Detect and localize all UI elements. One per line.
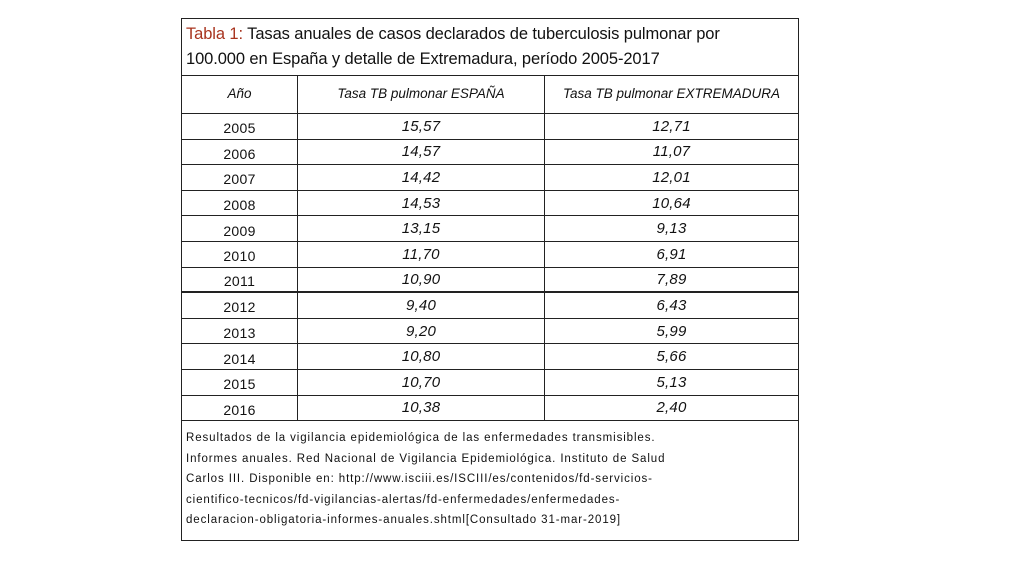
- cell-rate-spain: 11,70: [298, 242, 545, 267]
- table-caption: [182, 19, 798, 76]
- cell-year: 2010: [182, 242, 298, 267]
- cell-rate-extremadura: 2,40: [656, 399, 687, 417]
- source-note: [182, 422, 798, 531]
- column-header-spain: Tasa TB pulmonar ESPAÑA: [298, 76, 545, 113]
- cell-rate-spain: 13,15: [298, 216, 545, 241]
- cell-rate-extremadura: 12,71: [652, 117, 691, 135]
- caption-title-part-1: Tasas anuales de casos declarados de tuberculosis pulmonar por: [243, 25, 720, 43]
- source-line: Informes anuales. Red Nacional de Vigilancia Epidemiológica. Instituto de Salud: [186, 452, 666, 465]
- table-row: [182, 242, 798, 268]
- cell-rate-spain: 14,53: [298, 191, 545, 216]
- cell-rate-extremadura: 6,43: [656, 296, 687, 314]
- table-row: [182, 319, 798, 345]
- cell-rate-spain: 10,80: [298, 344, 545, 369]
- table-row: [182, 114, 798, 140]
- cell-rate-extremadura: 5,66: [656, 348, 687, 366]
- table-row: [182, 396, 798, 422]
- cell-rate-spain: 9,40: [298, 293, 545, 318]
- source-line: Carlos III. Disponible en: http://www.isciii.es/ISCIII/es/contenidos/fd-servicios-: [186, 473, 653, 485]
- table-grid: [182, 76, 798, 421]
- table-header-row: [182, 76, 798, 114]
- cell-rate-spain: 15,57: [298, 114, 545, 139]
- cell-rate-extremadura: 6,91: [656, 245, 687, 263]
- cell-rate-spain: 10,38: [298, 396, 545, 421]
- column-header-year: Año: [182, 76, 298, 113]
- cell-rate-extremadura: 5,13: [656, 373, 687, 391]
- cell-year: 2009: [182, 216, 298, 241]
- cell-rate-extremadura: 9,13: [656, 220, 687, 238]
- table-row: [182, 268, 798, 294]
- table-row: [182, 216, 798, 242]
- cell-rate-spain: 14,57: [298, 140, 545, 165]
- caption-label: Tabla 1:: [186, 25, 243, 43]
- cell-rate-extremadura: 10,64: [652, 194, 691, 212]
- cell-rate-extremadura: 7,89: [656, 270, 687, 288]
- cell-year: 2013: [182, 319, 298, 344]
- cell-rate-spain: 9,20: [298, 319, 545, 344]
- cell-year: 2007: [182, 165, 298, 190]
- cell-year: 2015: [182, 370, 298, 395]
- data-table: [181, 18, 799, 541]
- table-row: [182, 140, 798, 166]
- source-line: Resultados de la vigilancia epidemiológica de las enfermedades transmisibles.: [186, 432, 656, 444]
- source-line: cientifico-tecnicos/fd-vigilancias-alertas/fd-enfermedades/enfermedades-: [186, 493, 621, 506]
- cell-year: 2008: [182, 191, 298, 216]
- table-row: [182, 165, 798, 191]
- caption-title-part-2: 100.000 en España y detalle de Extremadura, período 2005-2017: [186, 50, 660, 68]
- source-line: declaracion-obligatoria-informes-anuales.shtml[Consultado 31-mar-2019]: [186, 514, 622, 526]
- cell-rate-spain: 14,42: [298, 165, 545, 190]
- table-row: [182, 293, 798, 319]
- cell-rate-extremadura: 5,99: [656, 322, 687, 340]
- cell-year: 2014: [182, 344, 298, 369]
- caption-line-1: [186, 22, 794, 47]
- table-row: [182, 344, 798, 370]
- table-row: [182, 191, 798, 217]
- column-header-extremadura: Tasa TB pulmonar EXTREMADURA: [562, 86, 781, 101]
- cell-rate-extremadura: 12,01: [652, 168, 691, 186]
- cell-year: 2012: [182, 293, 298, 318]
- cell-year: 2011: [182, 268, 298, 292]
- table-body: [182, 114, 798, 421]
- cell-rate-spain: 10,70: [298, 370, 545, 395]
- cell-year: 2005: [182, 114, 298, 139]
- table-row: [182, 370, 798, 396]
- cell-year: 2006: [182, 140, 298, 165]
- cell-rate-extremadura: 11,07: [652, 143, 691, 161]
- cell-rate-spain: 10,90: [298, 268, 545, 292]
- cell-year: 2016: [182, 396, 298, 421]
